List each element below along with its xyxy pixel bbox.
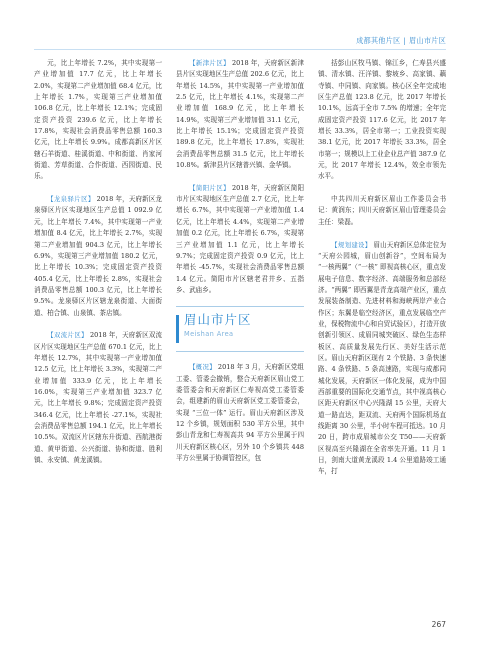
section-title: 眉山市片区 <box>184 312 252 328</box>
paragraph-xinjin: 【新津片区】 2018 年，天府新区新津县片区实现地区生产总值 202.6 亿元，比上年增长 14.5%，其中实现第一产业增加值 2.5 亿元，比上年增长 4.1%，实现第二产业增加值 168.9 亿元，比上年增长 14.9%，实现第三产业增加值 31.1 亿元，比上年增长 15.1%；完成固定资产投资 189.8 亿元，比上年增长 17.8%，实现社会消费品零售总额 31.5 亿元，比上年增长 10.8%。新津县片区辖普兴镇、金华镇。 <box>176 59 304 170</box>
paragraph-overview-cont: 括彭山区牧马镇、锦江乡，仁寿县兴盛镇、清水镇、汪洋镇、黎坡乡、高家镇、藕寺镇、中同镇、向家镇。核心区全年完成地区生产总值 123.8 亿元，比 2017 年增长 10.1%，远高于全市 7.5% 的增速；全年完成固定资产投资 117.6 亿元，比 2017 年增长 33.3%，居全市第一；工业投资实现 38.1 亿元，比 2017 年增长 33.3%，居全市第一；规模以上工业企业总产值 387.9 亿元，比 2017 年增长 12.4%，效全市领先水平。 <box>318 59 446 181</box>
header-section: 成都其他片区 <box>356 36 401 45</box>
heading-accent-bar <box>176 315 179 343</box>
paragraph-gaoxin-cont: 元，比上年增长 7.2%，其中实现第一产业增加值 17.7 亿元，比上年增长 2.0%，实现第二产业增加值 68.4 亿元，比上年增长 1.7%，实现第三产业增加值 106.8 亿元，比上年增长 12.1%；完成固定资产投资 239.6 亿元，比上年增长 17.8%，实现社会消费品零售总额 160.3 亿元，比上年增长 9.9%。成都高新区片区辖石羊街道、桂溪街道、中和街道、肖家河街道、芳草街道、合作街道、西园街道、民乐。 <box>34 59 162 181</box>
section-tag: 【龙泉驿片区】 <box>47 195 95 204</box>
section-tag: 【双流片区】 <box>47 331 88 340</box>
column-3 <box>318 58 446 478</box>
paragraph-longquanyi: 【龙泉驿片区】 2018 年，天府新区龙泉驿区片区实现地区生产总值 1 092.9 亿元，比上年增长 7.4%，其中实现第一产业增加值 8.4 亿元，比上年增长 2.7%，实现第二产业增加值 904.3 亿元，比上年增长 6.9%，实现第三产业增加值 180.2 亿元，比上年增长 10.3%；完成固定资产投资 405.4 亿元，比上年增长 2.8%，实现社会消费品零售总额 100.3 亿元，比上年增长 9.5%。龙泉驿区片区辖龙泉街道、大面街道、柏合镇、山泉镇、茶店镇。 <box>34 195 162 317</box>
page-number: 267 <box>431 620 446 629</box>
section-tag: 【新津片区】 <box>189 59 230 67</box>
paragraph-overview: 【概况】 2018 年 3 月，天府新区党组工委、管委会撤销，整合天府新区眉山党工委管委会和天府新区仁寿视高党工委管委会，组建新的眉山天府新区党工委管委会，实现 “三位一体” 运行。眉山天府新区涉及 12 个乡镇，规划面积 530 平方公里，其中彭山青龙和仁寿视高共 94 平方公里属于四川天府新区核心区，另外 10 个乡镇共 448 平方公里属于协调管控区，包 <box>176 363 304 462</box>
section-subtitle: Meishan Area <box>184 329 234 338</box>
section-tag: 【规划建设】 <box>331 240 372 249</box>
paragraph-leaders: 中共四川天府新区眉山工作委员会书记：黄润东；四川天府新区眉山管理委员会主任：梁磊。 <box>318 195 446 226</box>
paragraph-jianyang: 【简阳片区】 2018 年，天府新区简阳市片区实现地区生产总值 2.7 亿元，比上年增长 6.7%，其中实现第一产业增加值 1.4 亿元，比上年增长 4.4%，实现第二产业增加值 0.2 亿元，比上年增长 6.7%，实现第三产业增加值 1.1 亿元，比上年增长 9.7%；完成固定资产投资 0.9 亿元，比上年增长 -45.7%，实现社会消费品零售总额 1.4 亿元。简阳市片区辖老君井乡、五指乡、武庙乡。 <box>176 183 304 294</box>
paragraph-planning: 【规划建设】 眉山天府新区总体定位为 “天府公园城，眉山创新谷”，空间布局为 “一核两翼”（“一核” 即视高核心区，重点发展电子信息、数字经济、高端服务和总部经济。“两翼” 即西翼是青龙高端产业区，重点发展装备制造、先进材料和海峡两岸产业合作区；东翼是临空经济区，重点发展临空产业，保税物流中心和自贸试验区），打造开放创新引领区、成眉同城突破区、绿色生态样板区、高质量发展先行区、美好生活示范区。眉山天府新区现有 2 个铁路、3 条快速路、4 条铁路、5 条高速路，实现与成都同城化发展，天府新区一体化发展，成为中国西部重要的国际化交通节点，其中视高核心区距天府新区中心兴隆湖 15 公里，天府大道一路直达，距双流、天府两个国际机场直线距离 30 公里，半小时车程可抵达。10 月 20 日，跨市成眉城市公交 T50——天府新区视高至兴隆湖在全省率先开通。11 月 1 日，剑南大道黄龙溪段 1.4 公里道路竣工通车，打 <box>318 240 447 476</box>
paragraph-shuangliu: 【双流片区】 2018 年，天府新区双流区片区实现地区生产总值 670.1 亿元，比上年增长 12.7%，其中实现第一产业增加值 12.5 亿元，比上年增长 3.3%，实现第二产业增加值 333.9 亿元，比上年增长 16.0%，实现第三产业增加值 323.7 亿元，比上年增长 9.8%；完成固定资产投资 346.4 亿元，比上年增长 -27.1%，实现社会消费品零售总额 194.1 亿元，比上年增长 10.5%。双流区片区辖东升街道、西航港街道、黄甲街道、公兴街道、协和街道、胜利镇、永安镇、黄龙溪镇。 <box>34 331 162 465</box>
header-separator: | <box>403 36 407 45</box>
column-2 <box>176 58 304 464</box>
column-1 <box>34 58 162 466</box>
section-tag: 【概况】 <box>189 363 216 372</box>
header-subsection: 眉山市片区 <box>409 36 446 45</box>
header-rule <box>34 49 446 50</box>
section-tag: 【简阳片区】 <box>189 183 230 192</box>
running-header <box>34 36 446 54</box>
section-heading <box>176 306 304 352</box>
